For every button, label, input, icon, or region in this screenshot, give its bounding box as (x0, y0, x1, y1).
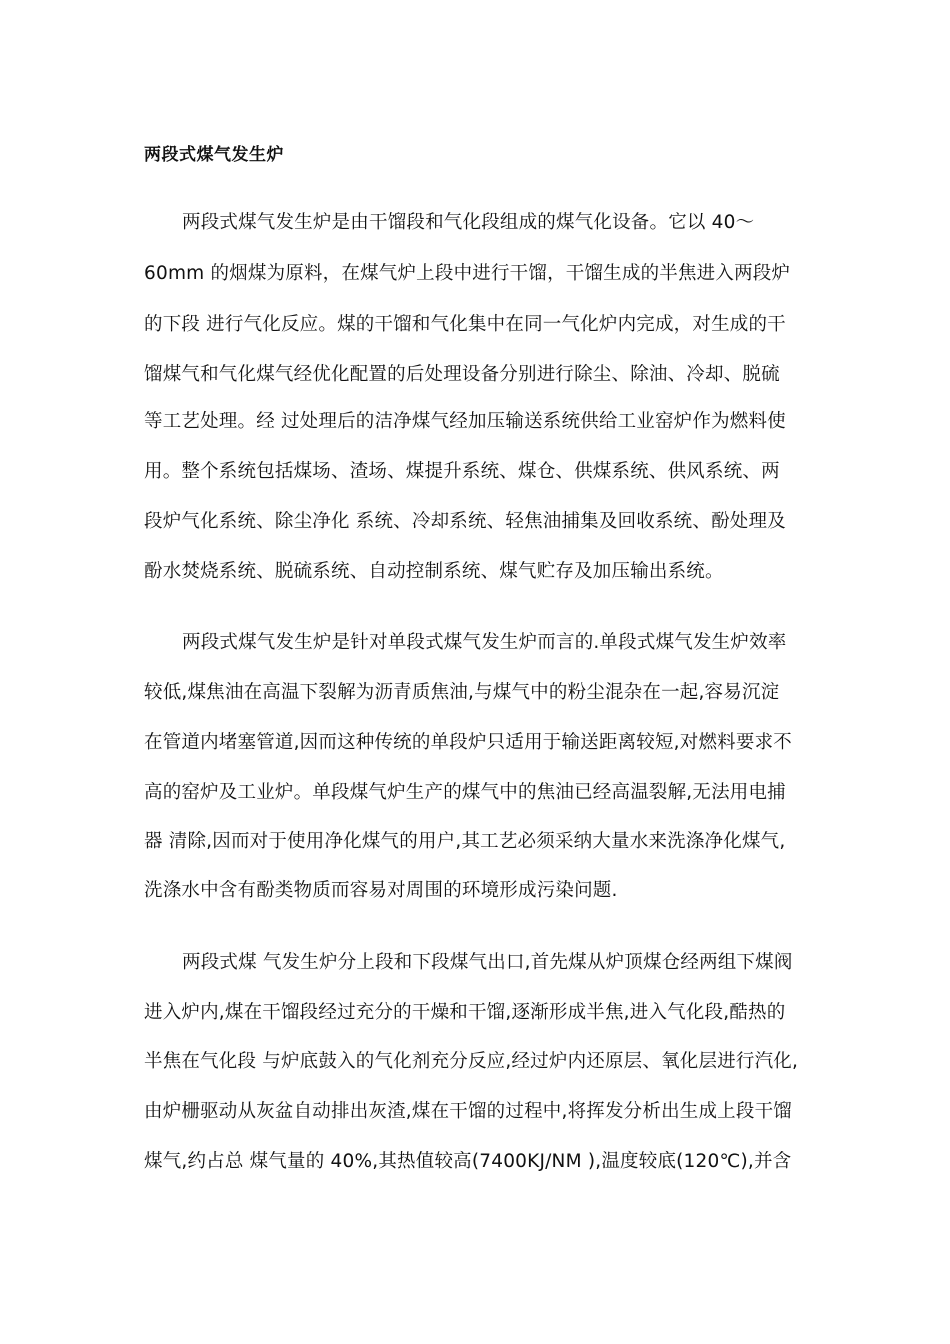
document-title: 两段式煤气发生炉 (144, 145, 284, 165)
paragraph-line: 的下段 进行气化反应。煤的干馏和气化集中在同一气化炉内完成，对生成的干 (144, 314, 786, 335)
paragraph-line: 两段式煤 气发生炉分上段和下段煤气出口,首先煤从炉顶煤仓经两组下煤阀 (182, 952, 793, 973)
paragraph-line: 在管道内堵塞管道,因而这种传统的单段炉只适用于输送距离较短,对燃料要求不 (144, 732, 792, 753)
paragraph-line: 等工艺处理。经 过处理后的洁净煤气经加压输送系统供给工业窑炉作为燃料使 (144, 411, 786, 432)
paragraph-line: 煤气,约占总 煤气量的 40%,其热值较高(7400KJ/NM ),温度较底(120℃),并含 (144, 1151, 792, 1172)
paragraph-line: 两段式煤气发生炉是由干馏段和气化段组成的煤气化设备。它以 40～ (182, 212, 755, 233)
paragraph-line: 酚水焚烧系统、脱硫系统、自动控制系统、煤气贮存及加压输出系统。 (144, 561, 724, 582)
paragraph-line: 段炉气化系统、除尘净化 系统、冷却系统、轻焦油捕集及回收系统、酚处理及 (144, 511, 786, 532)
paragraph-line: 用。整个系统包括煤场、渣场、煤提升系统、煤仓、供煤系统、供风系统、两 (144, 461, 780, 482)
paragraph-line: 高的窑炉及工业炉。单段煤气炉生产的煤气中的焦油已经高温裂解,无法用电捕 (144, 782, 786, 803)
paragraph-line: 进入炉内,煤在干馏段经过充分的干燥和干馏,逐渐形成半焦,进入气化段,酷热的 (144, 1002, 786, 1023)
paragraph-line: 半焦在气化段 与炉底鼓入的气化剂充分反应,经过炉内还原层、氧化层进行汽化, (144, 1051, 799, 1072)
paragraph-line: 由炉栅驱动从灰盆自动排出灰渣,煤在干馏的过程中,将挥发分析出生成上段干馏 (144, 1101, 792, 1122)
paragraph-line: 馏煤气和气化煤气经优化配置的后处理设备分别进行除尘、除油、冷却、脱硫 (144, 364, 780, 385)
paragraph-line: 较低,煤焦油在高温下裂解为沥青质焦油,与煤气中的粉尘混杂在一起,容易沉淀 (144, 682, 780, 703)
paragraph-line: 60mm 的烟煤为原料，在煤气炉上段中进行干馏，干馏生成的半焦进入两段炉 (144, 263, 791, 284)
paragraph-line: 两段式煤气发生炉是针对单段式煤气发生炉而言的.单段式煤气发生炉效率 (182, 632, 787, 653)
paragraph-line: 器 清除,因而对于使用净化煤气的用户,其工艺必须采纳大量水来洗涤净化煤气, (144, 831, 786, 852)
paragraph-line: 洗涤水中含有酚类物质而容易对周围的环境形成污染问题. (144, 880, 618, 901)
